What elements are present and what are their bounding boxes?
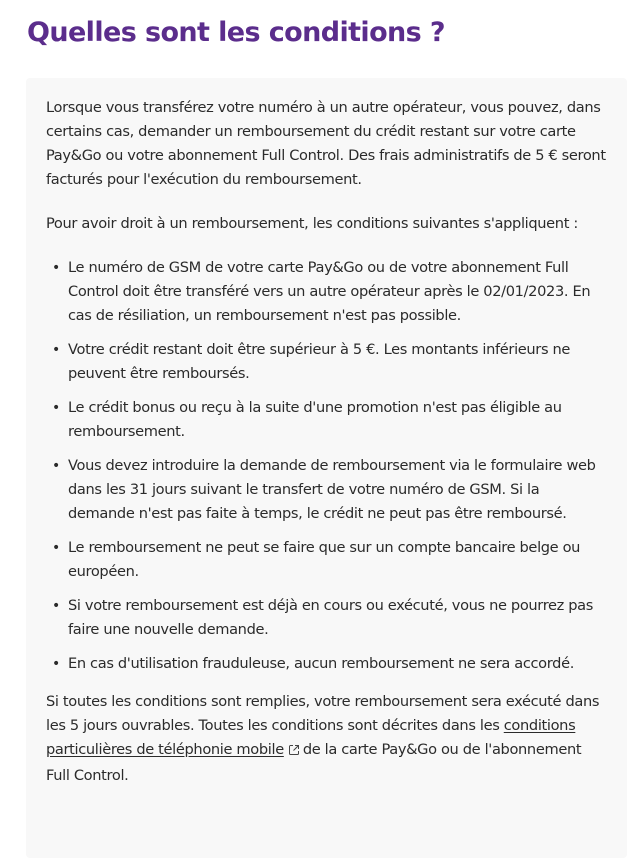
bullet-icon: • [52, 260, 60, 276]
bullet-icon: • [52, 540, 60, 556]
intro-paragraph: Lorsque vous transférez votre numéro à un autre opérateur, vous pouvez, dans certains cas, demander un remboursement du crédit restant sur votre carte Pay&Go ou votre abonnement Full Control. Des frais administratifs de 5 € seront facturés pour l'exécution du remboursement. [46, 99, 606, 188]
conditions-link[interactable]: conditions particulières de téléphonie mobile [46, 717, 576, 758]
list-item: • Votre crédit restant doit être supérieur à 5 €. Les montants inférieurs ne peuvent être remboursés. [46, 338, 607, 386]
list-item: • Le crédit bonus ou reçu à la suite d'une promotion n'est pas éligible au remboursement. [46, 396, 607, 444]
bullet-icon: • [52, 342, 60, 358]
closing-paragraph: Si toutes les conditions sont remplies, votre remboursement sera exécuté dans les 5 jours ouvrables. Toutes les conditions sont décrites dans les conditions particulières de téléphonie mobile de la carte Pay&Go ou de l'abonnement Full Control. [46, 693, 600, 784]
bullet-icon: • [52, 400, 60, 416]
list-item: • En cas d'utilisation frauduleuse, aucun remboursement ne sera accordé. [46, 652, 607, 676]
list-item: • Le remboursement ne peut se faire que sur un compte bancaire belge ou européen. [46, 536, 607, 584]
page-title: Quelles sont les conditions ? [27, 17, 445, 48]
conditions-panel [26, 78, 627, 858]
list-item: • Le numéro de GSM de votre carte Pay&Go ou de votre abonnement Full Control doit être transféré vers un autre opérateur après le 02/01/2023. En cas de résiliation, un remboursement n'est pas possible. [46, 256, 607, 328]
bullet-icon: • [52, 656, 60, 672]
conditions-list [46, 256, 607, 676]
list-item: • Si votre remboursement est déjà en cours ou exécuté, vous ne pourrez pas faire une nouvelle demande. [46, 594, 607, 642]
bullet-icon: • [52, 598, 60, 614]
bullet-icon: • [52, 458, 60, 474]
conditions-lead: Pour avoir droit à un remboursement, les conditions suivantes s'appliquent : [46, 215, 578, 232]
list-item: • Vous devez introduire la demande de remboursement via le formulaire web dans les 31 jours suivant le transfert de votre numéro de GSM. Si la demande n'est pas faite à temps, le crédit ne peut pas être remboursé. [46, 454, 607, 526]
external-link-icon[interactable] [288, 740, 300, 764]
